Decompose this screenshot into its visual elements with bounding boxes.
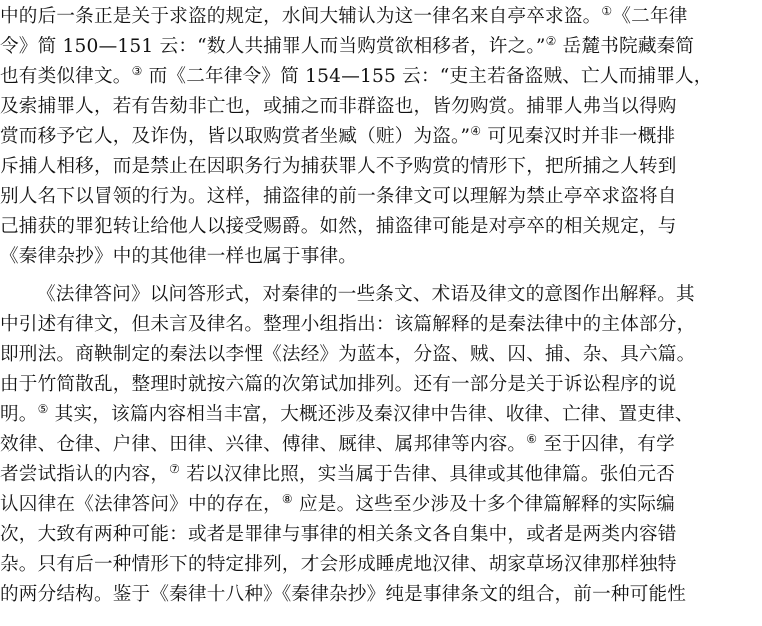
line-text: 及索捕罪人，若有告劾非亡也，或捕之而非群盗也，皆勿购赏。捕罪人弗当以得购 [0,96,677,117]
line-text: 《二年律 [612,6,688,27]
line-text: 效律、仓律、户律、田律、兴律、傅律、厩律、属邦律等内容。 [0,434,527,455]
line-text: 的两分结构。鉴于《秦律十八种》《秦律杂抄》纯是事律条文的组合，前一种可能性 [0,584,687,605]
line-text: 至于囚律，有学 [537,434,675,455]
footnote-marker[interactable]: ⑥ [526,432,538,446]
line-text: 其实，该篇内容相当丰富，大概还涉及秦汉律中告律、收律、亡律、置吏律、 [48,404,694,425]
text-line [0,122,756,152]
line-text: 者尝试指认的内容， [0,464,170,485]
paragraph-first-line [37,280,756,310]
line-text: 次，大致有两种可能：或者是罪律与事律的相关条文各自集中，或者是两类内容错 [0,524,677,545]
text-line [0,62,756,92]
footnote-marker[interactable]: ③ [131,64,143,78]
text-line [0,550,756,580]
text-line [0,212,756,242]
line-text: 杂。只有后一种情形下的特定排列，才会形成睡虎地汉律、胡家草场汉律那样独特 [0,554,677,575]
text-line [0,520,756,550]
text-line [0,92,756,122]
line-text: 己捕获的罪犯转让给他人以接受赐爵。如然，捕盗律可能是对亭卒的相关规定，与 [0,216,677,237]
text-line [0,460,756,490]
line-text: 中引述有律文，但未言及律名。整理小组指出：该篇解释的是秦法律中的主体部分， [0,314,696,335]
text-line [0,400,756,430]
line-text: 应是。这些至少涉及十多个律篇解释的实际编 [292,494,675,515]
text-line [0,430,756,460]
text-line [0,490,756,520]
line-text: 中的后一条正是关于求盗的规定，水间大辅认为这一律名来自亭卒求盗。 [0,6,602,27]
text-line [0,340,756,370]
line-text: 也有类似律文。 [0,66,132,87]
line-text: 别人名下以冒领的行为。这样，捕盗律的前一条律文可以理解为禁止亭卒求盗将自 [0,186,677,207]
footnote-marker[interactable]: ② [545,34,557,48]
line-text: 若以汉律比照，实当属于告律、具律或其他律篇。张伯元否 [180,464,675,485]
text-line [0,182,756,212]
text-line [0,242,756,272]
line-text: 明。 [0,404,38,425]
text-line [0,310,756,340]
line-text: 《秦律杂抄》中的其他律一样也属于事律。 [0,246,358,267]
footnote-marker[interactable]: ④ [470,124,482,138]
text-line [0,370,756,400]
line-text: 斥捕人相移，而是禁止在因职务行为捕获罪人不予购赏的情形下，把所捕之人转到 [0,156,677,177]
text-line [0,32,756,62]
line-text: 认囚律在《法律答问》中的存在， [0,494,282,515]
text-line [0,152,756,182]
footnote-marker[interactable]: ⑧ [281,492,293,506]
footnote-marker[interactable]: ⑤ [37,402,49,416]
line-text: 赏而移予它人，及诈伪，皆以取购赏者坐臧（赃）为盗。” [0,126,471,147]
text-line [0,580,756,610]
footnote-marker[interactable]: ① [601,4,613,18]
footnote-marker[interactable]: ⑦ [169,462,181,476]
text-line [0,2,756,32]
line-text: 令》简 150—151 云：“数人共捕罪人而当购赏欲相移者，许之。” [0,36,546,57]
line-text: 岳麓书院藏秦简 [556,36,695,57]
line-text: 由于竹简散乱，整理时就按六篇的次第试加排列。还有一部分是关于诉讼程序的说 [0,374,677,395]
line-text: 而《二年律令》简 154—155 云：“吏主若备盗贼、亡人而捕罪人， [142,66,713,87]
line-text: 《法律答问》以问答形式，对秦律的一些条文、术语及律文的意图作出解释。其 [37,284,695,305]
line-text: 可见秦汉时并非一概排 [481,126,676,147]
line-text: 即刑法。商鞅制定的秦法以李悝《法经》为蓝本，分盗、贼、囚、捕、杂、具六篇。 [0,344,696,365]
